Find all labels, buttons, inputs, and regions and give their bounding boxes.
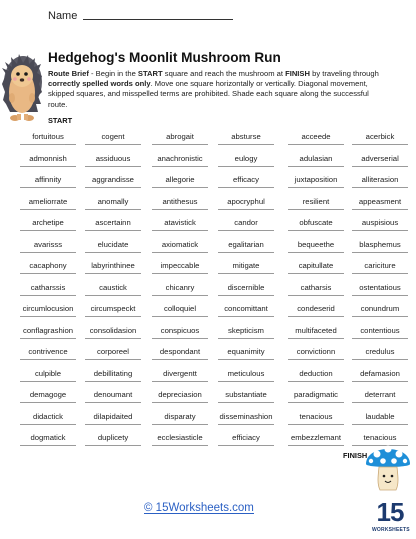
cell-underline: [85, 445, 141, 446]
maze-cell[interactable]: absturse: [231, 132, 261, 141]
cell-underline: [218, 424, 274, 425]
cell-underline: [20, 230, 76, 231]
cell-underline: [20, 166, 76, 167]
maze-cell[interactable]: mitigate: [232, 261, 260, 270]
maze-cell[interactable]: despondant: [159, 347, 201, 356]
cell-underline: [152, 252, 208, 253]
maze-cell[interactable]: discernible: [227, 282, 265, 292]
maze-cell[interactable]: defamasion: [360, 368, 400, 378]
maze-cell[interactable]: abrogait: [166, 132, 194, 141]
start-label: START: [48, 116, 73, 125]
maze-cell[interactable]: alliterasion: [361, 175, 399, 184]
cell-underline: [20, 402, 76, 403]
maze-cell[interactable]: cogent: [101, 132, 125, 141]
logo-text: WORKSHEETS: [372, 527, 410, 533]
maze-cell[interactable]: depreciasion: [158, 390, 202, 399]
maze-cell[interactable]: labyrinthinee: [91, 261, 135, 270]
cell-underline: [218, 381, 274, 382]
maze-cell[interactable]: cacaphony: [29, 261, 67, 270]
maze-cell[interactable]: efficiacy: [232, 433, 260, 442]
maze-cell[interactable]: archetipe: [32, 218, 64, 227]
maze-cell[interactable]: auspisious: [361, 218, 399, 227]
cell-underline: [20, 424, 76, 425]
cell-underline: [288, 144, 344, 145]
maze-cell[interactable]: deterrant: [364, 390, 396, 399]
cell-underline: [288, 402, 344, 403]
cell-underline: [288, 381, 344, 382]
maze-cell[interactable]: adverserial: [361, 153, 399, 163]
cell-underline: [288, 359, 344, 360]
cell-underline: [85, 252, 141, 253]
maze-cell[interactable]: colloquiel: [163, 304, 197, 313]
maze-cell[interactable]: appeasment: [358, 196, 402, 206]
maze-cell[interactable]: cariciture: [364, 261, 396, 270]
cell-underline: [352, 230, 408, 231]
maze-cell[interactable]: concomittant: [224, 304, 268, 313]
cell-underline: [85, 424, 141, 425]
cell-underline: [152, 230, 208, 231]
cell-underline: [352, 273, 408, 274]
cell-underline: [85, 316, 141, 317]
cell-underline: [152, 338, 208, 339]
maze-cell[interactable]: corporeel: [96, 347, 130, 356]
maze-cell[interactable]: disparaty: [164, 411, 196, 421]
maze-cell[interactable]: debillitating: [93, 368, 133, 378]
maze-cell[interactable]: catharssis: [30, 282, 66, 292]
cell-underline: [218, 273, 274, 274]
cell-underline: [152, 445, 208, 446]
maze-cell[interactable]: apocryphul: [227, 196, 265, 206]
maze-cell[interactable]: ameliorrate: [28, 196, 68, 206]
cell-underline: [85, 402, 141, 403]
maze-cell[interactable]: allegorie: [165, 175, 195, 184]
cell-underline: [152, 402, 208, 403]
cell-underline: [352, 316, 408, 317]
maze-cell[interactable]: demagoge: [29, 390, 67, 399]
maze-cell[interactable]: substantiate: [225, 390, 267, 399]
cell-underline: [288, 445, 344, 446]
cell-underline: [152, 316, 208, 317]
cell-underline: [20, 359, 76, 360]
hedgehog-illustration: [2, 52, 42, 130]
maze-cell[interactable]: condeserid: [297, 304, 335, 313]
maze-cell[interactable]: ascertainn: [95, 218, 131, 227]
cell-underline: [352, 187, 408, 188]
cell-underline: [85, 295, 141, 296]
cell-underline: [20, 187, 76, 188]
maze-cell[interactable]: embezzlemant: [291, 433, 341, 442]
cell-underline: [218, 402, 274, 403]
maze-cell[interactable]: axiomatick: [161, 239, 199, 249]
cell-underline: [288, 273, 344, 274]
cell-underline: [218, 230, 274, 231]
maze-cell[interactable]: acerbick: [365, 132, 395, 141]
maze-cell[interactable]: efficacy: [233, 175, 259, 184]
cell-underline: [352, 209, 408, 210]
maze-cell[interactable]: didactick: [33, 411, 63, 421]
cell-underline: [352, 252, 408, 253]
cell-underline: [288, 209, 344, 210]
cell-underline: [152, 166, 208, 167]
maze-cell[interactable]: obfuscate: [299, 218, 333, 227]
brief-lead: Route Brief: [48, 69, 89, 78]
maze-cell[interactable]: meticulous: [227, 368, 265, 378]
cell-underline: [352, 424, 408, 425]
cell-underline: [85, 230, 141, 231]
maze-cell[interactable]: assiduous: [95, 153, 131, 163]
cell-underline: [218, 252, 274, 253]
cell-underline: [352, 295, 408, 296]
maze-cell[interactable]: laudable: [365, 411, 395, 421]
maze-cell[interactable]: conflagrashion: [22, 325, 74, 335]
maze-cell[interactable]: contentious: [360, 325, 400, 335]
maze-cell[interactable]: chicanry: [165, 282, 195, 292]
cell-underline: [20, 144, 76, 145]
maze-cell[interactable]: tenacious: [299, 411, 333, 421]
maze-cell[interactable]: duplicety: [97, 433, 129, 442]
page-title: Hedgehog's Moonlit Mushroom Run: [48, 50, 281, 65]
footer-link[interactable]: © 15Worksheets.com: [144, 502, 254, 514]
maze-cell[interactable]: bequeethe: [297, 239, 335, 249]
cell-underline: [20, 381, 76, 382]
cell-underline: [152, 209, 208, 210]
maze-cell[interactable]: culpible: [34, 368, 62, 378]
name-label: Name: [48, 10, 78, 22]
maze-cell[interactable]: divergentt: [163, 368, 197, 378]
maze-cell[interactable]: adulasian: [299, 153, 333, 163]
cell-underline: [352, 338, 408, 339]
maze-cell[interactable]: paradigmatic: [293, 390, 339, 399]
maze-cell[interactable]: multifaceted: [295, 325, 337, 335]
maze-cell[interactable]: dilapidaited: [93, 411, 133, 421]
maze-cell[interactable]: disseminashion: [219, 411, 273, 421]
maze-cell[interactable]: blasphemus: [359, 239, 401, 249]
route-brief: Route Brief - Begin in the START square and reach the mushroom at FINISH by traveling through correctly spelled words only. Move one square horizontally or vertically. Diagonal movement, skipped squares, and misspelled terms are prohibited. Shade each square along the successful route.: [48, 69, 379, 109]
maze-cell[interactable]: dogmatick: [30, 433, 66, 442]
maze-cell[interactable]: credulus: [365, 347, 395, 356]
maze-cell[interactable]: tenacious: [363, 433, 397, 442]
logo-number: 15: [376, 497, 404, 527]
site-logo: [372, 498, 408, 536]
cell-underline: [152, 424, 208, 425]
cell-underline: [218, 338, 274, 339]
maze-cell[interactable]: resilient: [302, 196, 330, 206]
maze-cell[interactable]: anomally: [97, 196, 129, 206]
cell-underline: [218, 144, 274, 145]
cell-underline: [85, 381, 141, 382]
cell-underline: [288, 424, 344, 425]
maze-cell[interactable]: juxtaposition: [294, 175, 338, 184]
maze-cell[interactable]: skepticism: [228, 325, 264, 335]
maze-cell[interactable]: admonnish: [29, 153, 67, 163]
cell-underline: [288, 338, 344, 339]
cell-underline: [288, 166, 344, 167]
cell-underline: [218, 445, 274, 446]
cell-underline: [20, 273, 76, 274]
maze-cell[interactable]: circumspeckt: [90, 304, 136, 313]
maze-cell[interactable]: fortuitous: [32, 132, 64, 141]
cell-underline: [85, 359, 141, 360]
cell-underline: [218, 316, 274, 317]
cell-underline: [352, 402, 408, 403]
cell-underline: [288, 252, 344, 253]
maze-cell[interactable]: elucidate: [97, 239, 129, 249]
cell-underline: [85, 187, 141, 188]
cell-underline: [85, 166, 141, 167]
cell-underline: [152, 381, 208, 382]
cell-underline: [20, 445, 76, 446]
maze-cell[interactable]: conspicuos: [160, 325, 200, 335]
cell-underline: [20, 252, 76, 253]
cell-underline: [85, 273, 141, 274]
maze-cell[interactable]: caustick: [99, 282, 127, 292]
name-blank[interactable]: [83, 19, 233, 20]
cell-underline: [288, 295, 344, 296]
maze-cell[interactable]: consolidasion: [89, 325, 137, 335]
cell-underline: [288, 187, 344, 188]
maze-cell[interactable]: avarisss: [33, 239, 63, 249]
cell-underline: [352, 166, 408, 167]
cell-underline: [152, 295, 208, 296]
maze-cell[interactable]: contrivence: [28, 347, 68, 356]
cell-underline: [218, 295, 274, 296]
cell-underline: [20, 209, 76, 210]
maze-cell[interactable]: impeccable: [160, 261, 200, 270]
name-line: [48, 10, 233, 22]
maze-cell[interactable]: denoumant: [93, 390, 133, 399]
maze-cell[interactable]: deduction: [299, 368, 333, 378]
cell-underline: [85, 209, 141, 210]
cell-underline: [152, 187, 208, 188]
cell-underline: [218, 166, 274, 167]
maze-cell[interactable]: equanimity: [227, 347, 265, 356]
maze-cell[interactable]: conundrum: [360, 304, 400, 313]
maze-cell[interactable]: capitullate: [298, 261, 334, 270]
cell-underline: [218, 359, 274, 360]
maze-cell[interactable]: ecclesiasticle: [157, 433, 203, 442]
cell-underline: [152, 273, 208, 274]
maze-cell[interactable]: egalitarian: [228, 239, 264, 249]
cell-underline: [352, 381, 408, 382]
cell-underline: [152, 359, 208, 360]
cell-underline: [85, 338, 141, 339]
cell-underline: [20, 338, 76, 339]
maze-cell[interactable]: acceede: [301, 132, 331, 141]
maze-cell[interactable]: candor: [234, 218, 258, 227]
maze-cell[interactable]: catharsis: [300, 282, 332, 292]
cell-underline: [288, 230, 344, 231]
cell-underline: [218, 209, 274, 210]
mushroom-icon: [362, 436, 414, 494]
maze-cell[interactable]: ostentatious: [359, 282, 401, 292]
maze-cell[interactable]: affinnity: [34, 175, 62, 184]
cell-underline: [20, 316, 76, 317]
cell-underline: [152, 144, 208, 145]
cell-underline: [288, 316, 344, 317]
cell-underline: [218, 187, 274, 188]
maze-cell[interactable]: atavistick: [164, 218, 196, 227]
cell-underline: [20, 295, 76, 296]
finish-label: FINISH: [343, 451, 368, 460]
maze-cell[interactable]: circumlocusion: [22, 304, 74, 313]
maze-cell[interactable]: eulogy: [234, 153, 258, 163]
cell-underline: [352, 359, 408, 360]
cell-underline: [85, 144, 141, 145]
maze-cell[interactable]: antithesus: [162, 196, 198, 206]
maze-cell[interactable]: aggrandisse: [92, 175, 134, 184]
cell-underline: [352, 144, 408, 145]
maze-cell[interactable]: anachronistic: [157, 153, 203, 163]
maze-cell[interactable]: convictionn: [296, 347, 336, 356]
